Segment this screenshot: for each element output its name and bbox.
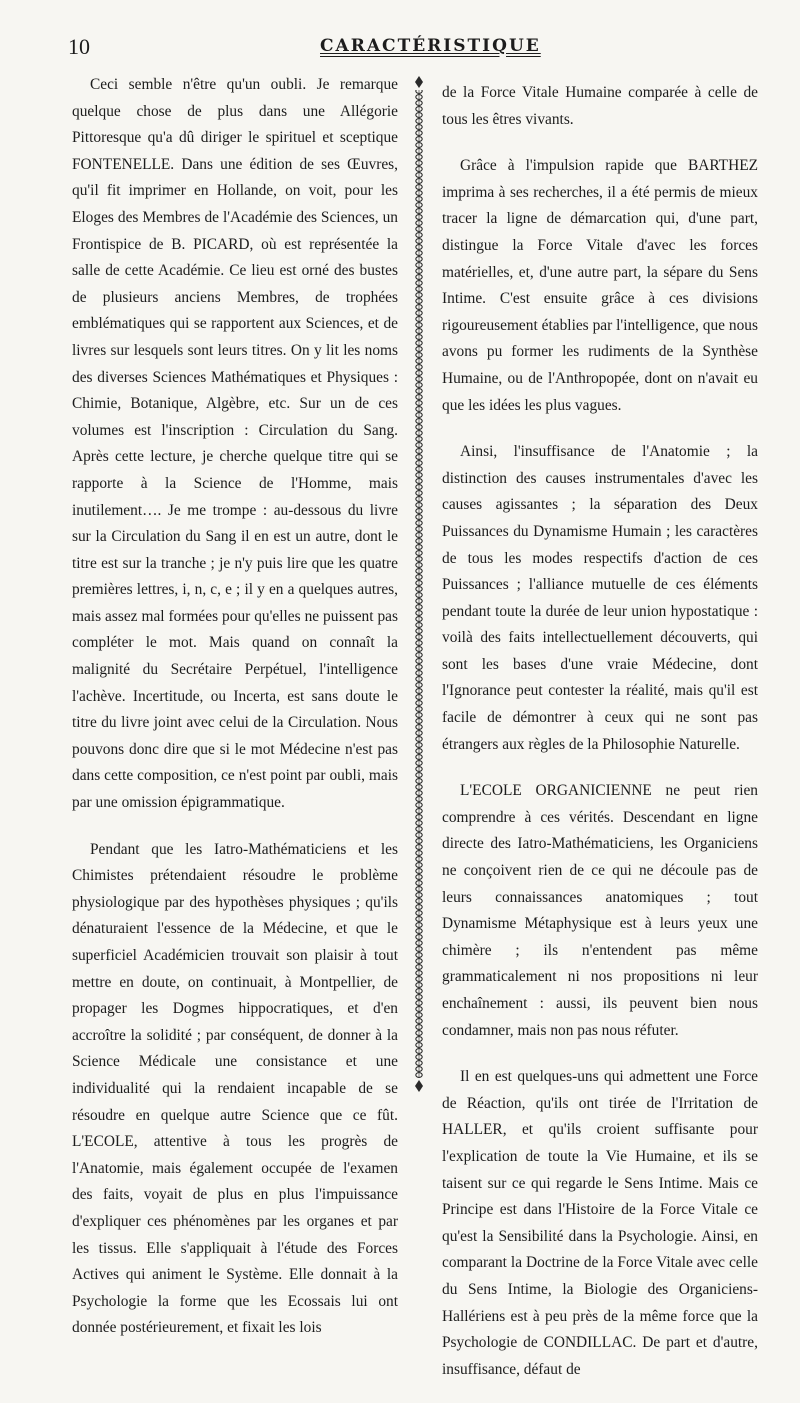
- paragraph: Grâce à l'impulsion rapide que BARTHEZ imprima à ses recherches, il a été permis de mieux tracer la ligne de démarcation qui, d'une part, distingue la Force Vitale d'avec les forces matérielles, et, d'une autre part, la sépare du Sens Intime. C'est ensuite grâce à ces divisions rigoureusement établies par l'intelligence, que nous avons pu former les rudiments de la Synthèse Humaine, ou de l'Anthropopée, dont on n'avait eu que les idées les plus vagues.: [442, 157, 758, 414]
- left-column: [72, 72, 398, 1362]
- page-number: 10: [68, 34, 90, 59]
- paragraph: Ainsi, l'insuffisance de l'Anatomie ; la distinction des causes instrumentales d'avec les causes agissantes ; la séparation des Deux Puissances du Dynamisme Humain ; les caractères de tous les modes respectifs d'action de ces Puissances ; l'alliance mutuelle de ces éléments pendant toute la durée de leur union hypostatique : voilà des faits intellectuellement découverts, qui sont les bases d'une vraie Médecine, dont l'Ignorance peut contester la réalité, mais qu'il est facile de démontrer à ceux qui ne sont pas étrangers aux règles de la Philosophie Naturelle.: [442, 443, 758, 753]
- paragraph: Ceci semble n'être qu'un oubli. Je remarque quelque chose de plus dans une Allégorie Pittoresque qu'a dû diriger le spirituel et sceptique FONTENELLE. Dans une édition de ses Œuvres, qu'il fit imprimer en Hollande, on voit, pour les Eloges des Membres de l'Académie des Sciences, un Frontispice de B. PICARD, où est représentée la salle de cette Académie. Ce lieu est orné des bustes de plusieurs anciens Membres, de trophées emblématiques qui se rapportent aux Sciences, et de livres sur lesquels sont leurs titres. On y lit les noms des diverses Sciences Mathématiques et Physiques : Chimie, Botanique, Algèbre, etc. Sur un de ces volumes est l'inscription : Circulation du Sang. Après cette lecture, je cherche quelque titre qui se rapporte à la Science de l'Homme, mais inutilement…. Je me trompe : au-dessous du livre sur la Circulation du Sang il en est un autre, dont le titre est sur la tranche ; je n'y puis lire que les quatre premières lettres, i, n, c, e ; il y en a quelques autres, mais assez mal formées pour qu'elles ne puissent pas compléter le mot. Mais quand on connaît la malignité du Secrétaire Perpétuel, l'intelligence l'achève. Incertitude, ou Incerta, est sans doute le titre du livre joint avec celui de la Circulation. Nous pouvons donc dire que si le mot Médecine n'est pas dans cette composition, ce n'est point par oubli, mais par une omission épigrammatique.: [72, 76, 398, 812]
- running-head: CARACTÉRISTIQUE: [320, 36, 541, 56]
- paragraph: Il en est quelques-uns qui admettent une Force de Réaction, qu'ils ont tirée de l'Irritation de HALLER, et qu'ils croient suffisante pour l'explication de toute la Vie Humaine, et ils se taisent sur ce qui regarde le Sens Intime. Mais ce Principe est dans l'Histoire de la Force Vitale ce qu'est la Sensibilité dans la Psychologie. Ainsi, en comparant la Doctrine de la Force Vitale avec celle du Sens Intime, la Biologie des Organiciens-Hallériens est à peu près de la même force que la Psychologie de CONDILLAC. De part et d'autre, insuffisance, défaut de: [442, 1068, 758, 1378]
- right-column: [442, 80, 758, 1403]
- ornamental-column-divider: [408, 76, 430, 1092]
- paragraph: de la Force Vitale Humaine comparée à celle de tous les êtres vivants.: [442, 84, 758, 128]
- paragraph: Pendant que les Iatro-Mathématiciens et les Chimistes prétendaient résoudre le problème physiologique par des hypothèses physiques ; qu'ils dénaturaient l'essence de la Médecine, et que le superficiel Académicien trouvait son plaisir à tout mettre en doute, on continuait, à Montpellier, de propager les Dogmes hippocratiques, et d'en accroître la solidité ; par conséquent, de donner à la Science Médicale une consistance et une individualité qui la rendaient incapable de se résoudre en quelque autre Science que ce fût. L'ECOLE, attentive à tous les progrès de l'Anatomie, mais également occupée de l'examen des faits, voyait de plus en plus l'impuissance d'expliquer ces phénomènes par les organes et par les tissus. Elle s'appliquait à l'étude des Forces Actives qui animent le Système. Elle donnait à la Psychologie la forme que les Ecossais lui ont donnée postérieurement, et fixait les lois: [72, 840, 398, 1337]
- paragraph: L'ECOLE ORGANICIENNE ne peut rien comprendre à ces vérités. Descendant en ligne directe des Iatro-Mathématiciens, les Organiciens ne conçoivent rien de ce qui ne découle pas de leurs connaissances anatomiques ; tout Dynamisme Métaphysique est à leurs yeux une chimère ; ils n'entendent pas même grammaticalement ni nos propositions ni leur enchaînement : aussi, ils peuvent bien nous condamner, mais non pas nous réfuter.: [442, 782, 758, 1039]
